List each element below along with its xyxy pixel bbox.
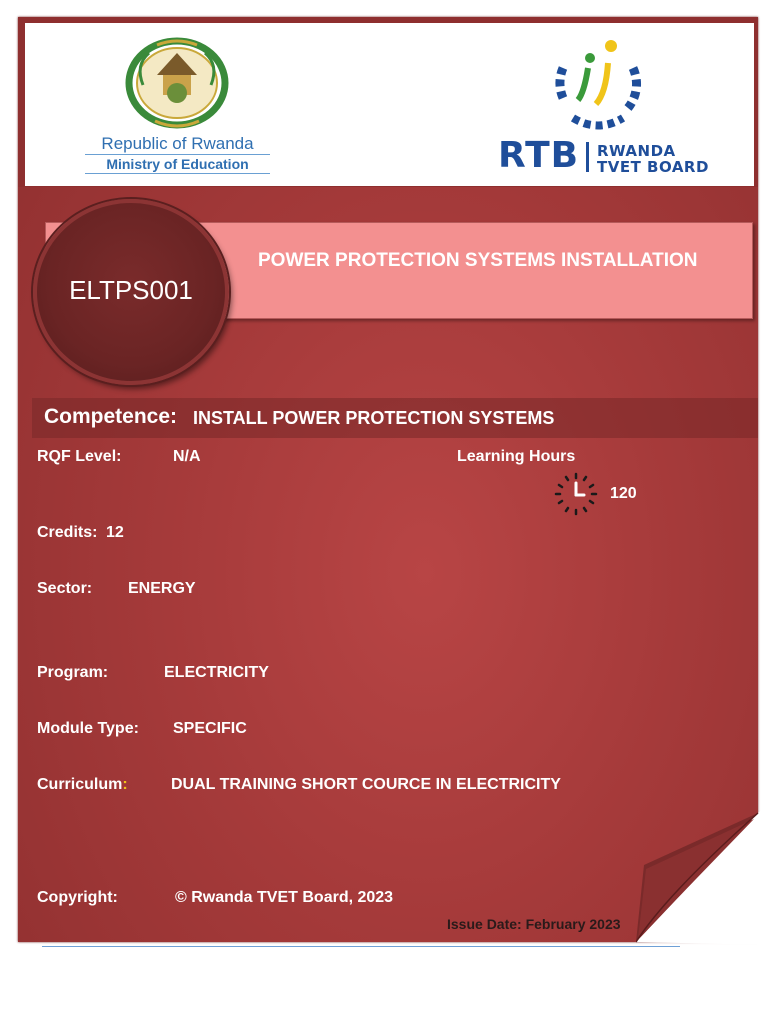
program-label: Program:	[37, 664, 109, 681]
page-curl	[636, 805, 768, 945]
bottom-rule	[42, 946, 680, 947]
credits-label: Credits:	[37, 524, 98, 541]
rtb-gear-icon	[548, 38, 648, 133]
competence-label: Competence:	[44, 405, 178, 428]
copyright-label: Copyright:	[37, 889, 118, 906]
curriculum-label-text: Curriculum	[37, 776, 123, 793]
module-code: ELTPS001	[69, 275, 193, 305]
clock-icon	[553, 472, 599, 516]
ministry-of-education-text: Ministry of Education	[106, 156, 249, 172]
republic-of-rwanda-text: Republic of Rwanda	[101, 134, 254, 153]
ministry-logo	[75, 35, 280, 180]
rtb-name-line1: RWANDA	[597, 142, 676, 160]
rqf-level-label: RQF Level:	[37, 448, 122, 465]
learning-hours-value: 120	[610, 485, 637, 502]
rtb-name-line2: TVET BOARD	[597, 158, 709, 176]
logo-divider	[85, 154, 270, 155]
rtb-logo	[488, 38, 728, 178]
copyright-value: © Rwanda TVET Board, 2023	[175, 889, 394, 906]
program-value: ELECTRICITY	[164, 664, 269, 681]
issue-date: Issue Date: February 2023	[447, 916, 621, 932]
sector-label: Sector:	[37, 580, 93, 597]
rtb-divider	[586, 142, 589, 172]
module-title: POWER PROTECTION SYSTEMS INSTALLATION	[258, 250, 698, 271]
module-type-label: Module Type:	[37, 720, 139, 737]
learning-hours-label: Learning Hours	[457, 448, 576, 465]
sector-value: ENERGY	[128, 580, 196, 597]
rwanda-seal-icon	[115, 35, 240, 135]
rtb-acronym: RTB	[498, 135, 580, 176]
credits-value: 12	[106, 524, 124, 541]
rqf-level-value: N/A	[173, 448, 201, 465]
competence-value: INSTALL POWER PROTECTION SYSTEMS	[193, 408, 555, 428]
curriculum-colon: :	[122, 776, 128, 793]
module-type-value: SPECIFIC	[173, 720, 247, 737]
curriculum-label	[37, 776, 128, 794]
logo-divider	[85, 173, 270, 174]
curriculum-value: DUAL TRAINING SHORT COURCE IN ELECTRICITY	[171, 776, 561, 793]
